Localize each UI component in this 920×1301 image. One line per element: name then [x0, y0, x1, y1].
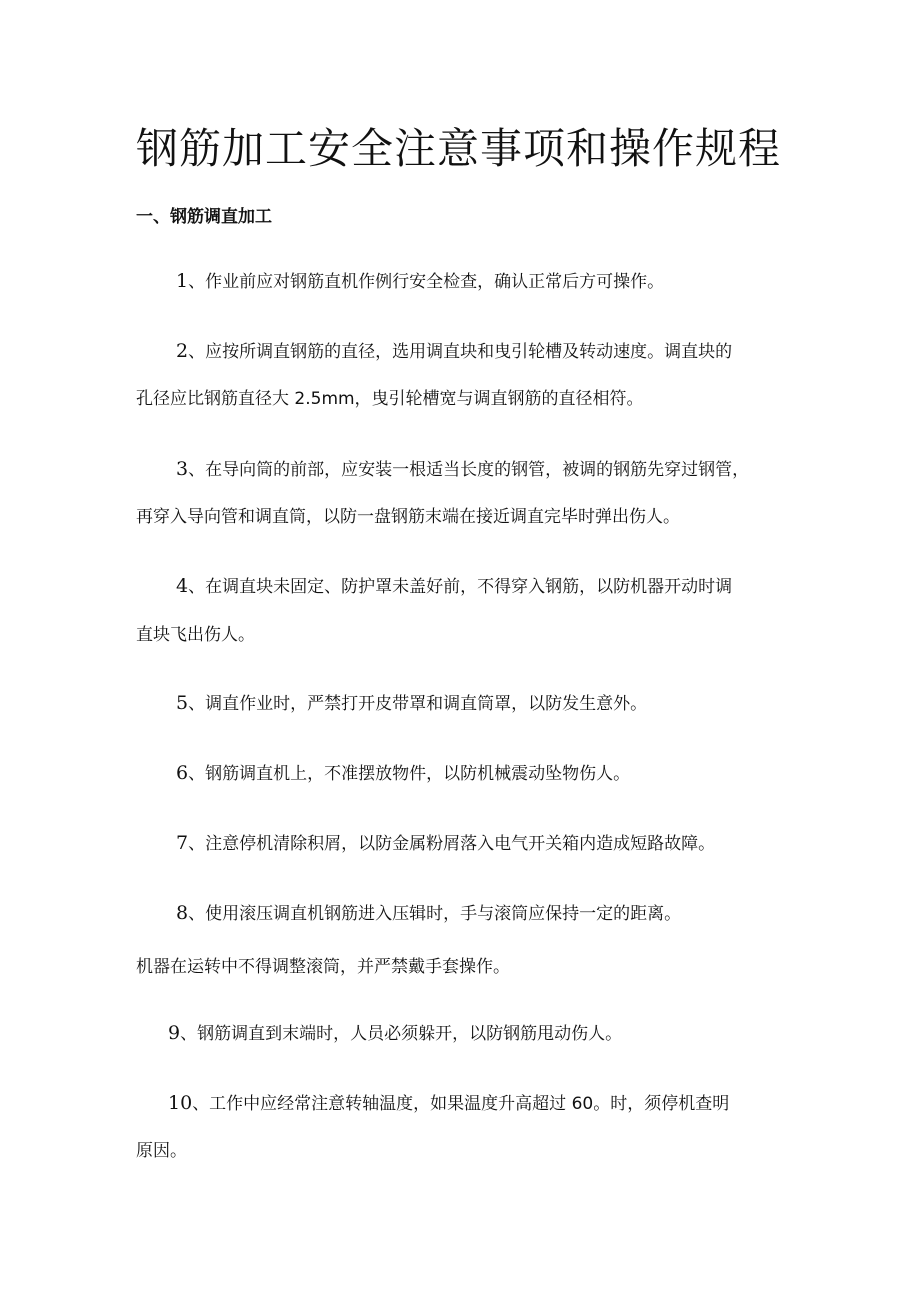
line-text: 、调直作业时，严禁打开皮带罩和调直筒罩，以防发生意外。 [188, 694, 648, 714]
item-number: 8 [176, 902, 189, 924]
line-text: 、工作中应经常注意转轴温度，如果温度升高超过 60。时，须停机查明 [192, 1094, 730, 1114]
paragraph-line [176, 688, 647, 719]
line-text: 、应按所调直钢筋的直径，选用调直块和曳引轮槽及转动速度。调直块的 [188, 342, 733, 362]
line-text: 、钢筋调直到末端时，人员必须躲开，以防钢筋甩动伤人。 [180, 1024, 623, 1044]
item-number: 2 [176, 340, 189, 362]
paragraph-line [136, 620, 255, 650]
line-text: 、在导向筒的前部，应安装一根适当长度的钢管，被调的钢筋先穿过钢管， [188, 460, 750, 480]
line-text: 、在调直块未固定、防护罩未盖好前，不得穿入钢筋，以防机器开动时调 [188, 577, 733, 597]
line-text: 、注意停机清除积屑，以防金属粉屑落入电气开关箱内造成短路故障。 [188, 834, 716, 854]
item-number: 1 [176, 270, 189, 292]
item-number: 9 [168, 1022, 181, 1044]
item-number: 5 [176, 692, 189, 714]
paragraph-line [176, 454, 749, 485]
line-text: 、钢筋调直机上，不准摆放物件，以防机械震动坠物伤人。 [188, 764, 631, 784]
line-text: 、使用滚压调直机钢筋进入压辑时，手与滚筒应保持一定的距离。 [188, 904, 682, 924]
document-title: 钢筋加工安全注意事项和操作规程 [136, 124, 782, 173]
line-text: 再穿入导向管和调直筒，以防一盘钢筋末端在接近调直完毕时弹出伤人。 [136, 507, 680, 527]
line-text: 、作业前应对钢筋直机作例行安全检查，确认正常后方可操作。 [188, 272, 665, 292]
paragraph-line [176, 898, 681, 929]
item-number: 10 [168, 1092, 193, 1114]
paragraph-line [168, 1088, 729, 1119]
paragraph-line [176, 336, 732, 367]
paragraph-line [176, 828, 715, 859]
paragraph-line [136, 952, 510, 982]
line-text: 机器在运转中不得调整滚筒，并严禁戴手套操作。 [136, 957, 510, 977]
item-number: 4 [176, 575, 189, 597]
item-number: 3 [176, 458, 189, 480]
section-heading: 一、钢筋调直加工 [136, 207, 272, 227]
line-text: 原因。 [136, 1141, 187, 1161]
paragraph-line [176, 571, 732, 602]
paragraph-line [176, 758, 630, 789]
paragraph-line [168, 1018, 622, 1049]
item-number: 6 [176, 762, 189, 784]
line-text: 孔径应比钢筋直径大 2.5mm，曳引轮槽宽与调直钢筋的直径相符。 [136, 389, 644, 409]
paragraph-line [136, 384, 644, 414]
line-text: 直块飞出伤人。 [136, 625, 255, 645]
paragraph-line [136, 1136, 187, 1166]
paragraph-line [136, 502, 680, 532]
paragraph-line [176, 266, 664, 297]
item-number: 7 [176, 832, 189, 854]
